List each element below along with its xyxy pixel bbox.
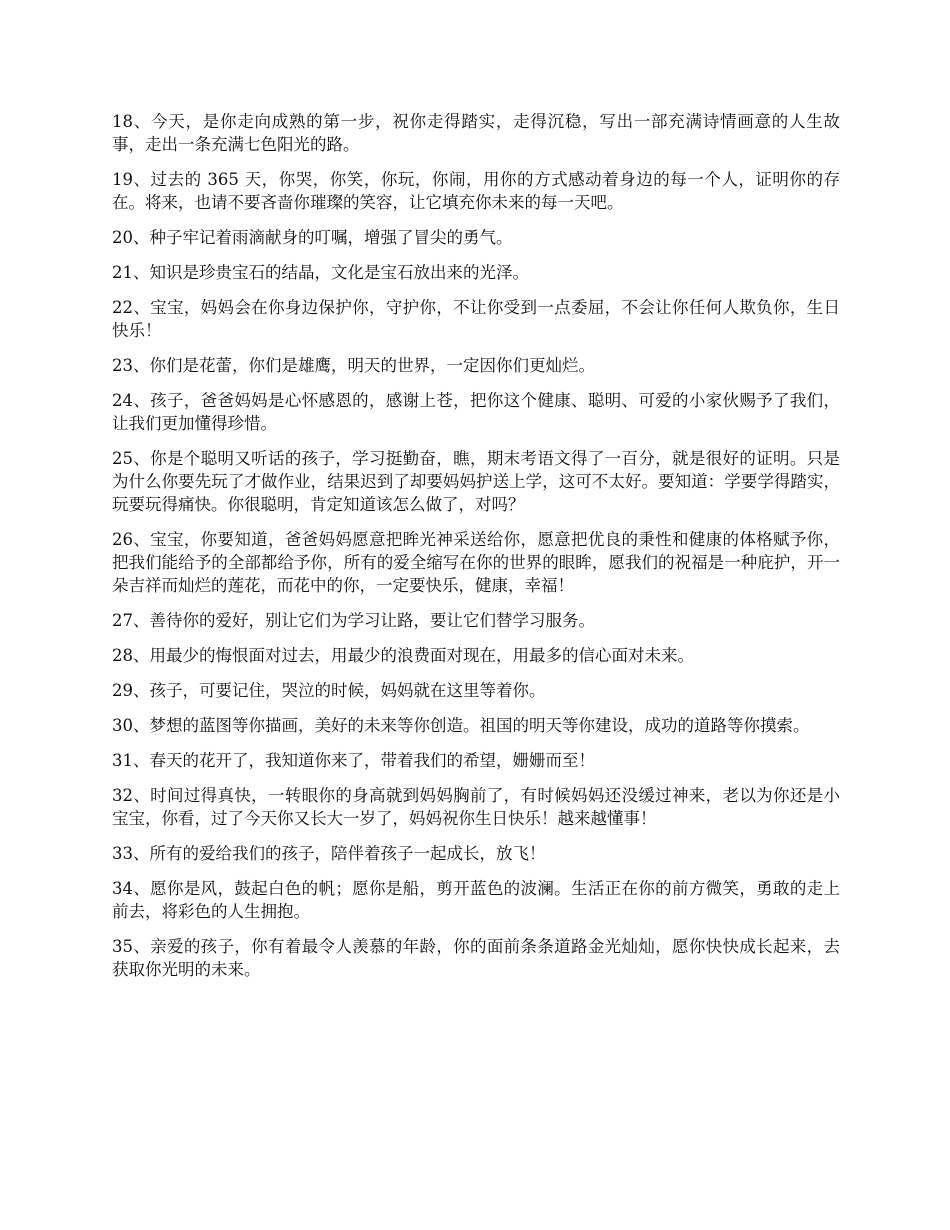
paragraph-24: 24、孩子，爸爸妈妈是心怀感恩的，感谢上苍，把你这个健康、聪明、可爱的小家伙赐予了我们，让我们更加懂得珍惜。: [112, 391, 840, 433]
paragraph-22: 22、宝宝，妈妈会在你身边保护你，守护你，不让你受到一点委屈，不会让你任何人欺负你，生日快乐！: [112, 298, 840, 340]
paragraph-21: 21、知识是珍贵宝石的结晶，文化是宝石放出来的光泽。: [112, 263, 529, 282]
paragraph-19: 19、过去的 365 天，你哭，你笑，你玩，你闹，用你的方式感动着身边的每一个人，证明你的存在。将来，也请不要吝啬你璀璨的笑容，让它填充你未来的每一天吧。: [112, 170, 840, 212]
paragraph-35: 35、亲爱的孩子，你有着最令人羡慕的年龄，你的面前条条道路金光灿灿，愿你快快成长起来，去获取你光明的未来。: [112, 937, 840, 979]
paragraph-28: 28、用最少的悔恨面对过去，用最少的浪费面对现在，用最多的信心面对未来。: [112, 646, 694, 665]
paragraph-34: 34、愿你是风，鼓起白色的帆；愿你是船，剪开蓝色的波澜。生活正在你的前方微笑，勇敢的走上前去，将彩色的人生拥抱。: [112, 879, 840, 921]
paragraph-29: 29、孩子，可要记住，哭泣的时候，妈妈就在这里等着你。: [112, 681, 546, 700]
paragraph-26: 26、宝宝，你要知道，爸爸妈妈愿意把眸光神采送给你，愿意把优良的秉性和健康的体格赋予你，把我们能给予的全部都给予你，所有的爱全缩写在你的世界的眼眸，愿我们的祝福是一种庇护，开一朵吉祥而灿烂的莲花，而花中的你，一定要快乐，健康，幸福！: [112, 530, 840, 595]
paragraph-23: 23、你们是花蕾，你们是雄鹰，明天的世界，一定因你们更灿烂。: [112, 356, 595, 375]
paragraph-31: 31、春天的花开了，我知道你来了，带着我们的希望，姗姗而至！: [112, 751, 595, 770]
paragraph-20: 20、种子牢记着雨滴献身的叮嘱，增强了冒尖的勇气。: [112, 228, 513, 247]
paragraph-27: 27、善待你的爱好，别让它们为学习让路，要让它们替学习服务。: [112, 611, 595, 630]
paragraph-32: 32、时间过得真快，一转眼你的身高就到妈妈胸前了，有时候妈妈还没缓过神来，老以为你还是小宝宝，你看，过了今天你又长大一岁了，妈妈祝你生日快乐！越来越懂事！: [112, 786, 840, 828]
paragraph-33: 33、所有的爱给我们的孩子，陪伴着孩子一起成长，放飞！: [112, 844, 546, 863]
paragraph-18: 18、今天，是你走向成熟的第一步，祝你走得踏实，走得沉稳，写出一部充满诗情画意的人生故事，走出一条充满七色阳光的路。: [112, 112, 840, 154]
paragraph-30: 30、梦想的蓝图等你描画，美好的未来等你创造。祖国的明天等你建设，成功的道路等你摸索。: [112, 716, 810, 735]
paragraph-25: 25、你是个聪明又听话的孩子，学习挺勤奋，瞧，期末考语文得了一百分，就是很好的证明。只是为什么你要先玩了才做作业，结果迟到了却要妈妈护送上学，这可不太好。要知道：学要学得踏实，玩要玩得痛快。你很聪明，肯定知道该怎么做了，对吗？: [112, 449, 840, 514]
document-body: [112, 110, 840, 993]
